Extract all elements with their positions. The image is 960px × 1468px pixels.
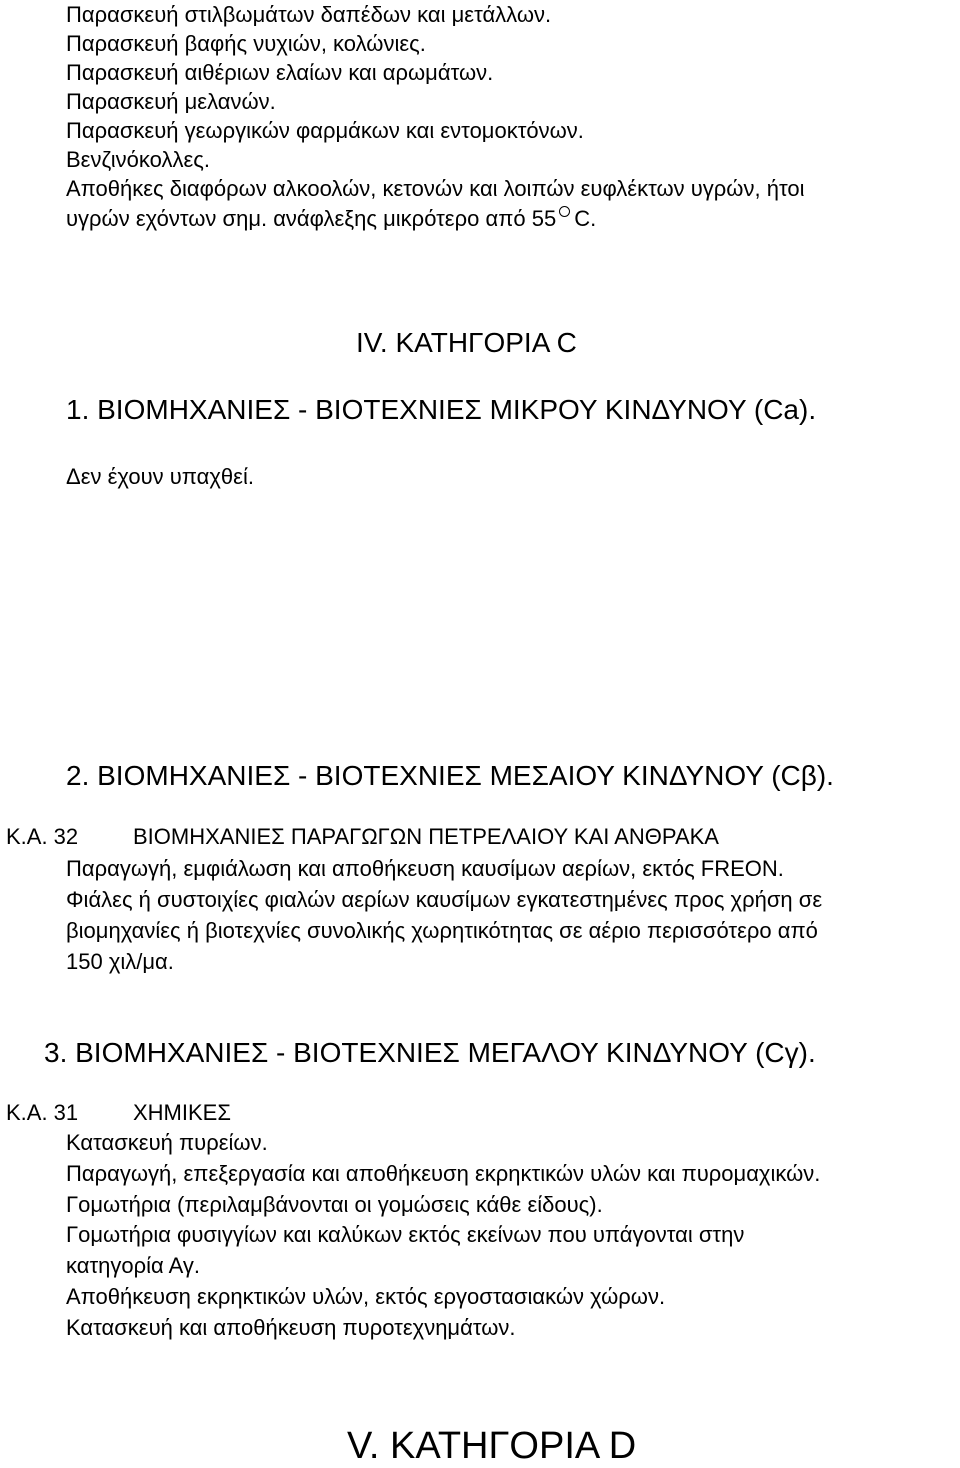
list-item: Παρασκευή μελανών. (66, 89, 276, 114)
flash-point-text: υγρών εχόντων σημ. ανάφλεξης μικρότερο από 55 (66, 206, 557, 231)
list-item: Παρασκευή στιλβωμάτων δαπέδων και μετάλλων. (66, 2, 552, 27)
ka-31-title: ΧΗΜΙΚΕΣ (133, 1100, 231, 1125)
list-item: Βενζινόκολλες. (66, 147, 210, 172)
ka-31-line: κατηγορία Αγ. (66, 1253, 201, 1278)
degree-symbol-icon (559, 206, 570, 217)
list-item-continuation (66, 204, 596, 234)
ka-32-line: βιομηχανίες ή βιοτεχνίες συνολικής χωρητικότητας σε αέριο περισσότερο από (66, 918, 818, 943)
ka-31-code: Κ.Α. 31 (6, 1100, 79, 1125)
section-1-note: Δεν έχουν υπαχθεί. (66, 464, 254, 489)
ka-31-line: Γομωτήρια (περιλαμβάνονται οι γομώσεις κάθε είδους). (66, 1192, 603, 1217)
category-c-title: IV. ΚΑΤΗΓΟΡΙΑ C (356, 327, 577, 358)
ka-32-line: Παραγωγή, εμφιάλωση και αποθήκευση καυσίμων αερίων, εκτός FREON. (66, 856, 784, 881)
ka-31-line: Παραγωγή, επεξεργασία και αποθήκευση εκρηκτικών υλών και πυρομαχικών. (66, 1161, 821, 1186)
category-d-title: V. ΚΑΤΗΓΟΡΙΑ D (347, 1425, 637, 1467)
ka-31-line: Κατασκευή και αποθήκευση πυροτεχνημάτων. (66, 1315, 516, 1340)
section-3-title: 3. ΒΙΟΜΗΧΑΝΙΕΣ - ΒΙΟΤΕΧΝΙΕΣ ΜΕΓΑΛΟΥ ΚΙΝΔΥΝΟΥ (Cγ). (44, 1037, 816, 1068)
list-item: Αποθήκες διαφόρων αλκοολών, κετονών και λοιπών ευφλέκτων υγρών, ήτοι (66, 176, 805, 201)
ka-32-line: Φιάλες ή συστοιχίες φιαλών αερίων καυσίμων εγκατεστημένες προς χρήση σε (66, 887, 823, 912)
flash-point-unit: C. (574, 206, 597, 231)
ka-32-code: Κ.Α. 32 (6, 824, 79, 849)
ka-32-title: ΒΙΟΜΗΧΑΝΙΕΣ ΠΑΡΑΓΩΓΩΝ ΠΕΤΡΕΛΑΙΟΥ ΚΑΙ ΑΝΘΡΑΚΑ (133, 824, 719, 849)
section-1-title: 1. ΒΙΟΜΗΧΑΝΙΕΣ - ΒΙΟΤΕΧΝΙΕΣ ΜΙΚΡΟΥ ΚΙΝΔΥΝΟΥ (Ca). (66, 394, 817, 425)
ka-31-line: Αποθήκευση εκρηκτικών υλών, εκτός εργοστασιακών χώρων. (66, 1284, 666, 1309)
ka-31-line: Γομωτήρια φυσιγγίων και καλύκων εκτός εκείνων που υπάγονται στην (66, 1222, 745, 1247)
list-item: Παρασκευή αιθέριων ελαίων και αρωμάτων. (66, 60, 494, 85)
section-2-title: 2. ΒΙΟΜΗΧΑΝΙΕΣ - ΒΙΟΤΕΧΝΙΕΣ ΜΕΣΑΙΟΥ ΚΙΝΔΥΝΟΥ (Cβ). (66, 760, 834, 791)
ka-32-line: 150 χιλ/μα. (66, 949, 174, 974)
ka-31-line: Κατασκευή πυρείων. (66, 1130, 268, 1155)
list-item: Παρασκευή γεωργικών φαρμάκων και εντομοκτόνων. (66, 118, 584, 143)
list-item: Παρασκευή βαφής νυχιών, κολώνιες. (66, 31, 426, 56)
